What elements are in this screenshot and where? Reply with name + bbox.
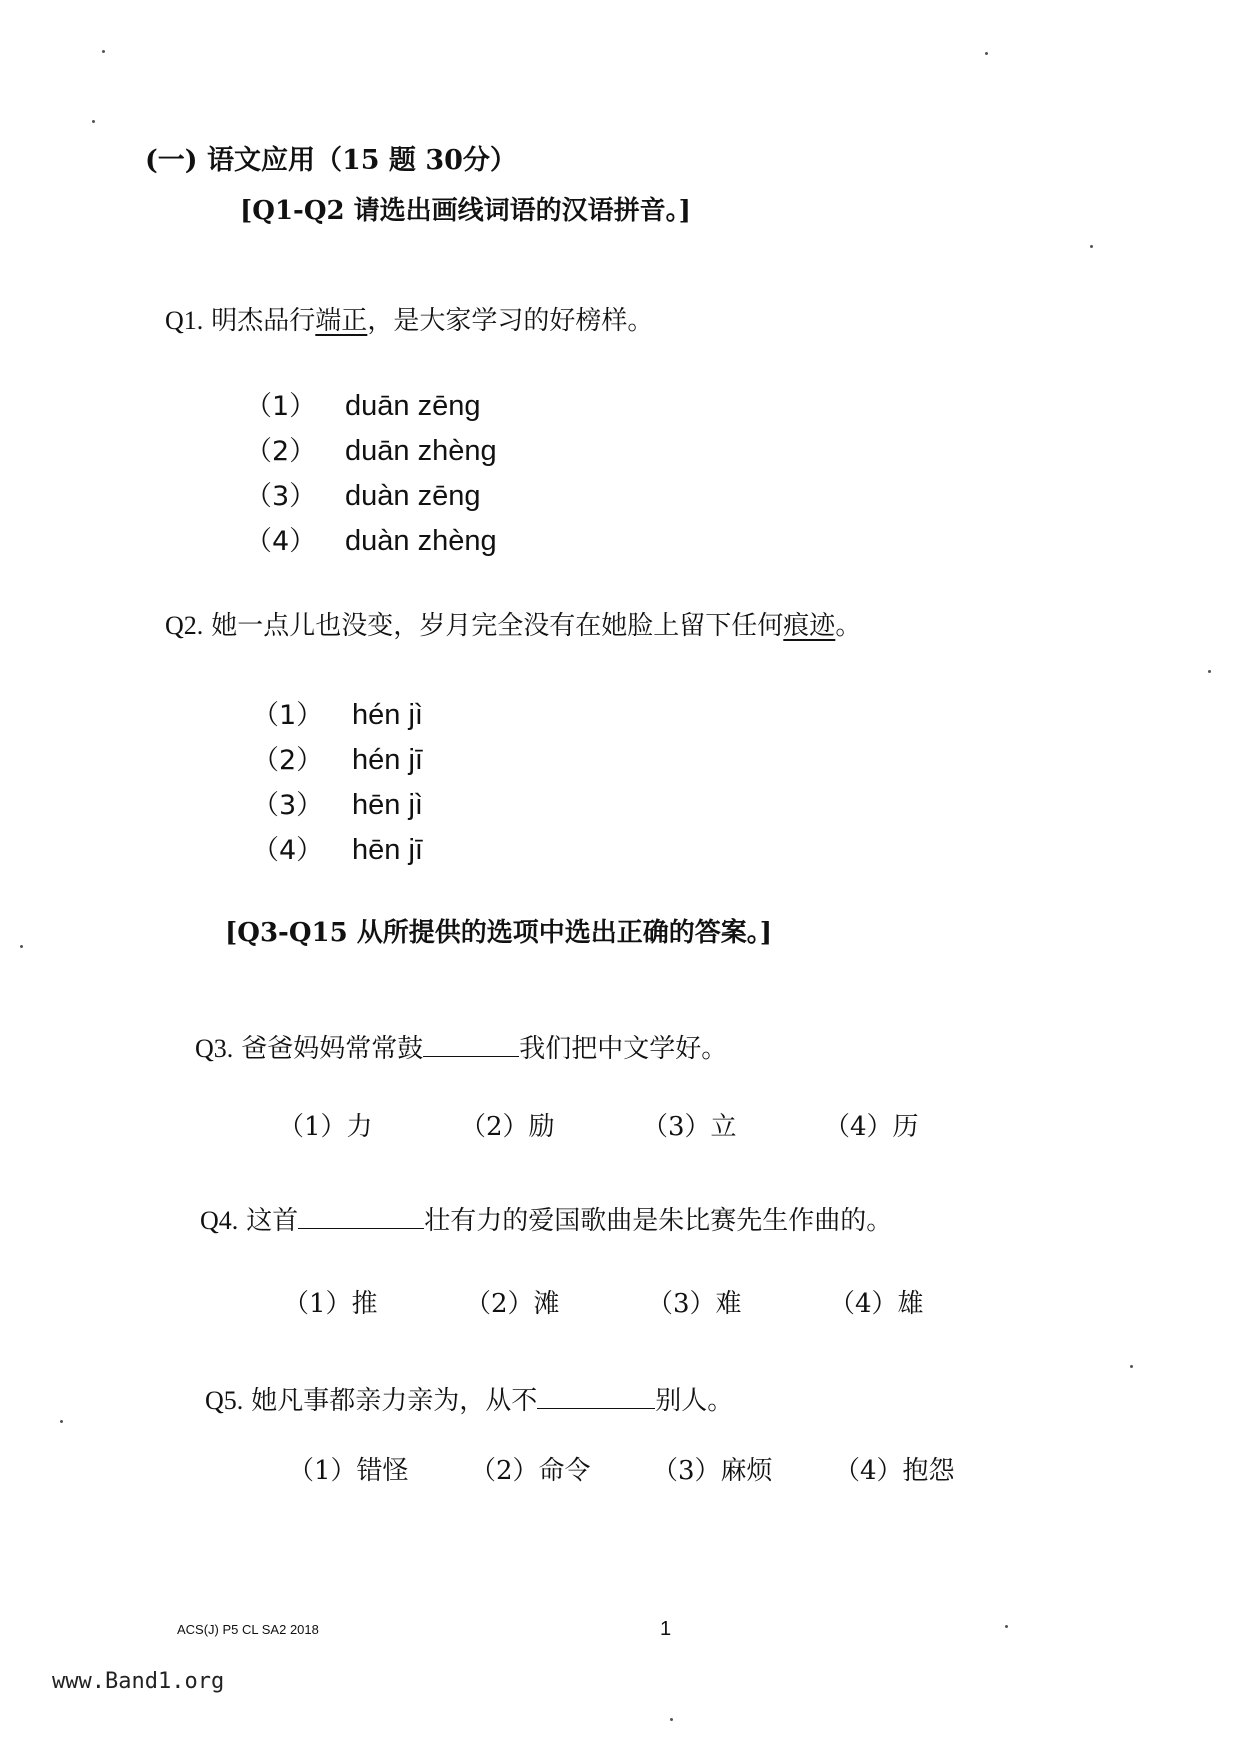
q2-options: [252, 693, 423, 873]
option: （1）推: [283, 1289, 378, 1319]
question-text: ，是大家学习的好榜样。: [367, 306, 654, 336]
option-number: （2）: [245, 436, 317, 467]
underlined-word: 痕迹: [783, 611, 836, 641]
option-text: duān zhèng: [345, 435, 497, 467]
option: （1）力: [278, 1112, 373, 1142]
underlined-word: 端正: [315, 306, 368, 336]
option: （4）抱怨: [834, 1456, 955, 1486]
option-number: （2）: [252, 745, 324, 776]
answer-blank: [298, 1204, 424, 1229]
option-text: hēn jī: [352, 834, 423, 866]
option: （2）命令: [470, 1456, 591, 1486]
q5-options: [288, 1450, 1016, 1487]
question-number: Q1.: [165, 306, 204, 335]
option: （3）难: [647, 1289, 742, 1319]
scan-speck: [985, 52, 988, 55]
scan-speck: [60, 1420, 63, 1423]
scan-speck: [1005, 1625, 1008, 1628]
option-number: （3）: [252, 790, 324, 821]
option: （3）立: [642, 1112, 737, 1142]
question-text: 。: [835, 611, 862, 641]
question-number: Q2.: [165, 611, 204, 640]
question-number: Q3.: [195, 1034, 234, 1063]
option-number: （3）: [245, 481, 317, 512]
option-text: duàn zēng: [345, 480, 481, 512]
question-text: 她一点儿也没变，岁月完全没有在她脸上留下任何: [211, 611, 784, 641]
question-text: 爸爸妈妈常常鼓: [241, 1034, 424, 1064]
page-number: 1: [660, 1618, 672, 1640]
option: [252, 738, 423, 783]
option-text: hén jì: [352, 699, 423, 731]
q3-options: [278, 1106, 1006, 1143]
scan-speck: [1130, 1365, 1133, 1368]
watermark: www.Band1.org: [52, 1669, 225, 1694]
option: [245, 474, 497, 519]
option-number: （1）: [245, 391, 317, 422]
question-number: Q5.: [205, 1386, 244, 1415]
option: [245, 384, 497, 429]
question-text: 壮有力的爱国歌曲是朱比赛先生作曲的。: [424, 1206, 893, 1236]
question-q4: [200, 1200, 892, 1237]
option: （2）励: [460, 1112, 555, 1142]
instruction-q1-q2: [Q1-Q2 请选出画线词语的汉语拼音。]: [240, 196, 691, 226]
question-q2: [165, 605, 861, 642]
answer-blank: [423, 1032, 519, 1057]
option: （1）错怪: [288, 1456, 409, 1486]
option-text: hén jī: [352, 744, 423, 776]
question-text: 这首: [246, 1206, 299, 1236]
scan-speck: [670, 1718, 673, 1721]
exam-code: ACS(J) P5 CL SA2 2018: [177, 1622, 319, 1637]
option: [252, 783, 423, 828]
question-q5: [205, 1380, 733, 1417]
question-text: 明杰品行: [211, 306, 316, 336]
option: [252, 828, 423, 873]
question-text: 别人。: [655, 1386, 734, 1416]
option: [252, 693, 423, 738]
option-text: hēn jì: [352, 789, 423, 821]
question-number: Q4.: [200, 1206, 239, 1235]
question-text: 我们把中文学好。: [519, 1034, 728, 1064]
option: [245, 519, 497, 564]
section-title: (一) 语文应用（15 题 30分）: [145, 145, 517, 176]
option: （2）滩: [465, 1289, 560, 1319]
option-number: （4）: [245, 526, 317, 557]
scan-speck: [92, 120, 95, 123]
scan-speck: [1208, 670, 1211, 673]
option: [245, 429, 497, 474]
scan-speck: [1090, 245, 1093, 248]
question-q1: [165, 300, 653, 337]
instruction-q3-q15: [Q3-Q15 从所提供的选项中选出正确的答案。]: [225, 918, 773, 948]
answer-blank: [537, 1384, 655, 1409]
option-text: duān zēng: [345, 390, 481, 422]
question-text: 她凡事都亲力亲为，从不: [251, 1386, 538, 1416]
option-text: duàn zhèng: [345, 525, 497, 557]
scan-speck: [20, 945, 23, 948]
option-number: （1）: [252, 700, 324, 731]
question-q3: [195, 1028, 727, 1065]
q1-options: [245, 384, 497, 564]
q4-options: [283, 1283, 1011, 1320]
option: （4）历: [824, 1112, 919, 1142]
option-number: （4）: [252, 835, 324, 866]
option: （3）麻烦: [652, 1456, 773, 1486]
scan-speck: [102, 50, 105, 53]
option: （4）雄: [829, 1289, 924, 1319]
